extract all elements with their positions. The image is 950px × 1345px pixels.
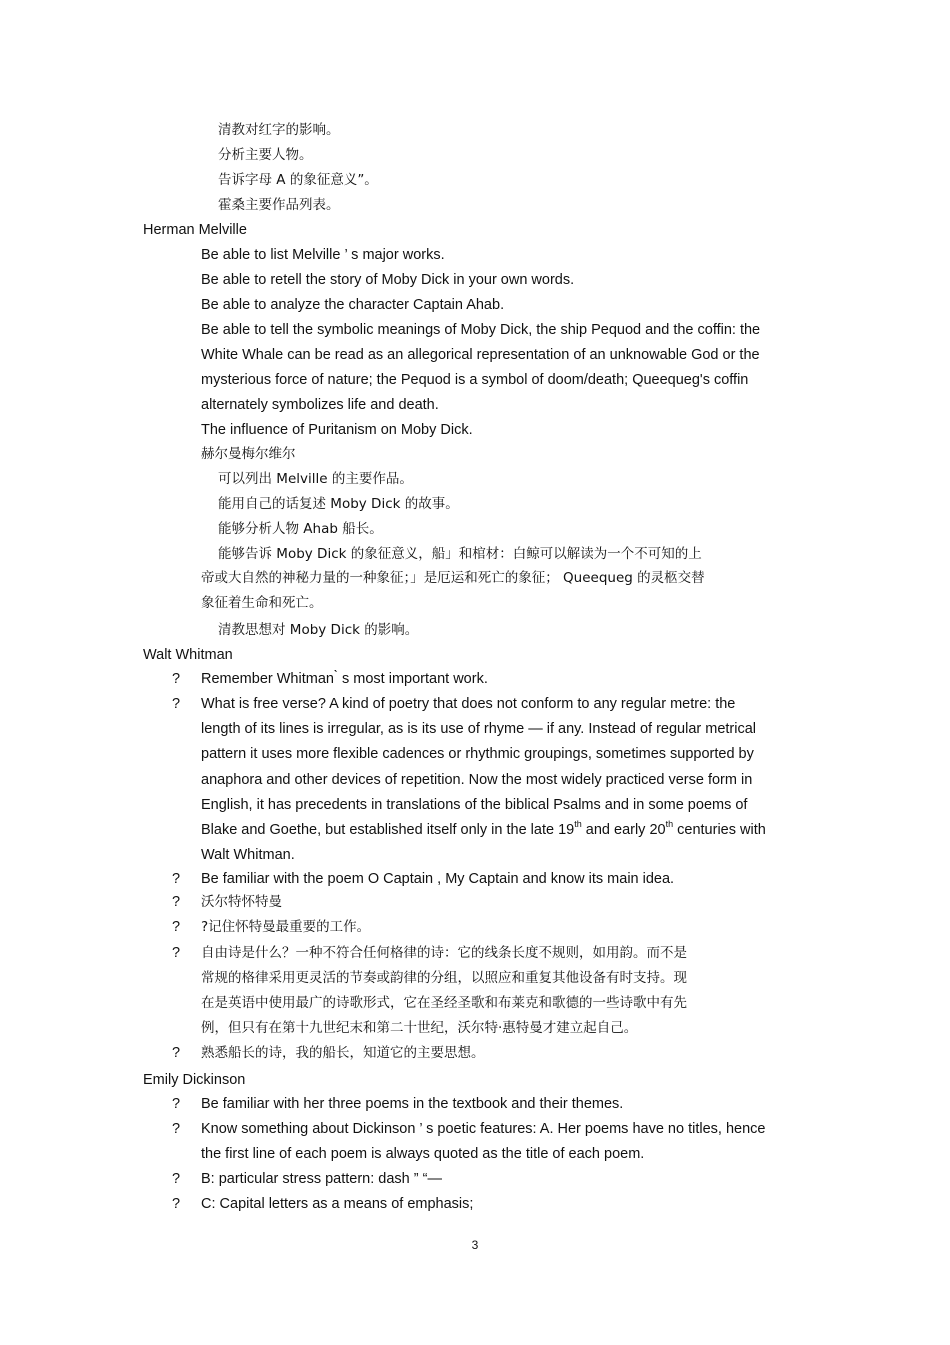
hawthorne-cn-line-4: 霍桑主要作品列表。 (218, 197, 340, 213)
melville-en-line-3: Be able to analyze the character Captain Ahab. (201, 297, 505, 313)
hawthorne-cn-line-3: 告诉字母 A 的象征意义”。 (218, 172, 378, 188)
whitman-item-2-line-2: length of its lines is irregular, as is its use of rhyme — if any. Instead of regular metrical (201, 721, 756, 737)
ordinal-suffix: th (574, 819, 582, 829)
bullet-marker: ? (172, 919, 181, 935)
melville-en-line-2: Be able to retell the story of Moby Dick in your own words. (201, 272, 575, 288)
whitman-item-2-line-7: Walt Whitman. (201, 847, 295, 863)
whitman-item-6-line-2: 常规的格律采用更灵活的节奏或韵律的分组，以照应和重复其他设备有时支持。现 (201, 970, 687, 986)
bullet-marker: ? (172, 1096, 181, 1112)
whitman-item-2-line-4: anaphora and other devices of repetition. Now the most widely practiced verse form in (201, 772, 753, 788)
whitman-item-4: 沃尔特怀特曼 (201, 894, 282, 910)
ordinal-suffix: th (665, 819, 674, 829)
melville-cn-line-2: 能用自己的话复述 Moby Dick 的故事。 (218, 496, 459, 512)
melville-en-line-6: mysterious force of nature; the Pequod is a symbol of doom/death; Queequeg's coffin (201, 372, 749, 388)
melville-cn-line-4: 能够告诉 Moby Dick 的象征意义，船」和棺材：白鲸可以解读为一个不可知的上 (218, 546, 702, 562)
bullet-marker: ? (172, 1171, 181, 1187)
bullet-marker: ? (172, 945, 181, 961)
whitman-item-5: ?记住怀特曼最重要的工作。 (201, 919, 371, 935)
section-heading-melville: Herman Melville (143, 222, 247, 238)
melville-cn-line-6: 象征着生命和死亡。 (201, 595, 323, 611)
dickinson-item-3: B: particular stress pattern: dash ” “— (201, 1171, 442, 1187)
melville-en-line-7: alternately symbolizes life and death. (201, 397, 439, 413)
whitman-item-1: Remember Whitman ̀ s most important work. (201, 671, 488, 687)
whitman-item-2-line-6 (201, 821, 766, 839)
dickinson-item-4: C: Capital letters as a means of emphasis; (201, 1196, 474, 1212)
melville-en-line-5: White Whale can be read as an allegorical representation of an unknowable God or the (201, 347, 760, 363)
bullet-marker: ? (172, 696, 181, 712)
melville-en-line-4: Be able to tell the symbolic meanings of Moby Dick, the ship Pequod and the coffin: the (201, 322, 761, 338)
melville-cn-line-1: 可以列出 Melville 的主要作品。 (218, 471, 413, 487)
melville-cn-line-5: 帝或大自然的神秘力量的一种象征；」是厄运和死亡的象征； Queequeg 的灵柩交替 (201, 570, 705, 586)
whitman-item-6-line-3: 在是英语中使用最广的诗歌形式，它在圣经圣歌和布莱克和歌德的一些诗歌中有先 (201, 995, 687, 1011)
hawthorne-cn-line-2: 分析主要人物。 (218, 147, 313, 163)
line-text: Blake and Goethe, but established itself only in the late 19 (201, 822, 575, 838)
dickinson-item-1: Be familiar with her three poems in the textbook and their themes. (201, 1096, 624, 1112)
whitman-item-2-line-3: pattern it uses more flexible cadences or rhythmic groupings, sometimes supported by (201, 746, 754, 762)
bullet-marker: ? (172, 671, 181, 687)
bullet-marker: ? (172, 1045, 181, 1061)
melville-cn-heading: 赫尔曼梅尔维尔 (201, 446, 296, 462)
section-heading-dickinson: Emily Dickinson (143, 1072, 246, 1088)
whitman-item-2-line-1: What is free verse? A kind of poetry that does not conform to any regular metre: the (201, 696, 736, 712)
bullet-marker: ? (172, 871, 181, 887)
bullet-marker: ? (172, 894, 181, 910)
whitman-item-3: Be familiar with the poem O Captain , My Captain and know its main idea. (201, 871, 675, 887)
melville-en-line-1: Be able to list Melville ’ s major works. (201, 247, 445, 263)
page-number: 3 (471, 1238, 479, 1252)
whitman-item-7: 熟悉船长的诗，我的船长，知道它的主要思想。 (201, 1045, 485, 1061)
melville-cn-line-7: 清教思想对 Moby Dick 的影响。 (218, 622, 419, 638)
section-heading-whitman: Walt Whitman (143, 647, 233, 663)
whitman-item-6-line-4: 例，但只有在第十九世纪末和第二十世纪，沃尔特·惠特曼才建立起自己。 (201, 1020, 638, 1036)
melville-cn-line-3: 能够分析人物 Ahab 船长。 (218, 521, 383, 537)
whitman-item-6-line-1: 自由诗是什么？一种不符合任何格律的诗：它的线条长度不规则，如用韵。而不是 (201, 945, 687, 961)
whitman-item-2-line-5: English, it has precedents in translations of the biblical Psalms and in some poems of (201, 797, 748, 813)
melville-en-line-8: The influence of Puritanism on Moby Dick. (201, 422, 473, 438)
bullet-marker: ? (172, 1196, 181, 1212)
bullet-marker: ? (172, 1121, 181, 1137)
line-text: centuries with (673, 822, 766, 838)
line-text: and early 20 (581, 822, 666, 838)
dickinson-item-2-line-1: Know something about Dickinson ’ s poetic features: A. Her poems have no titles, hence (201, 1121, 766, 1137)
dickinson-item-2-line-2: the first line of each poem is always quoted as the title of each poem. (201, 1146, 645, 1162)
hawthorne-cn-line-1: 清教对红字的影响。 (218, 122, 340, 138)
